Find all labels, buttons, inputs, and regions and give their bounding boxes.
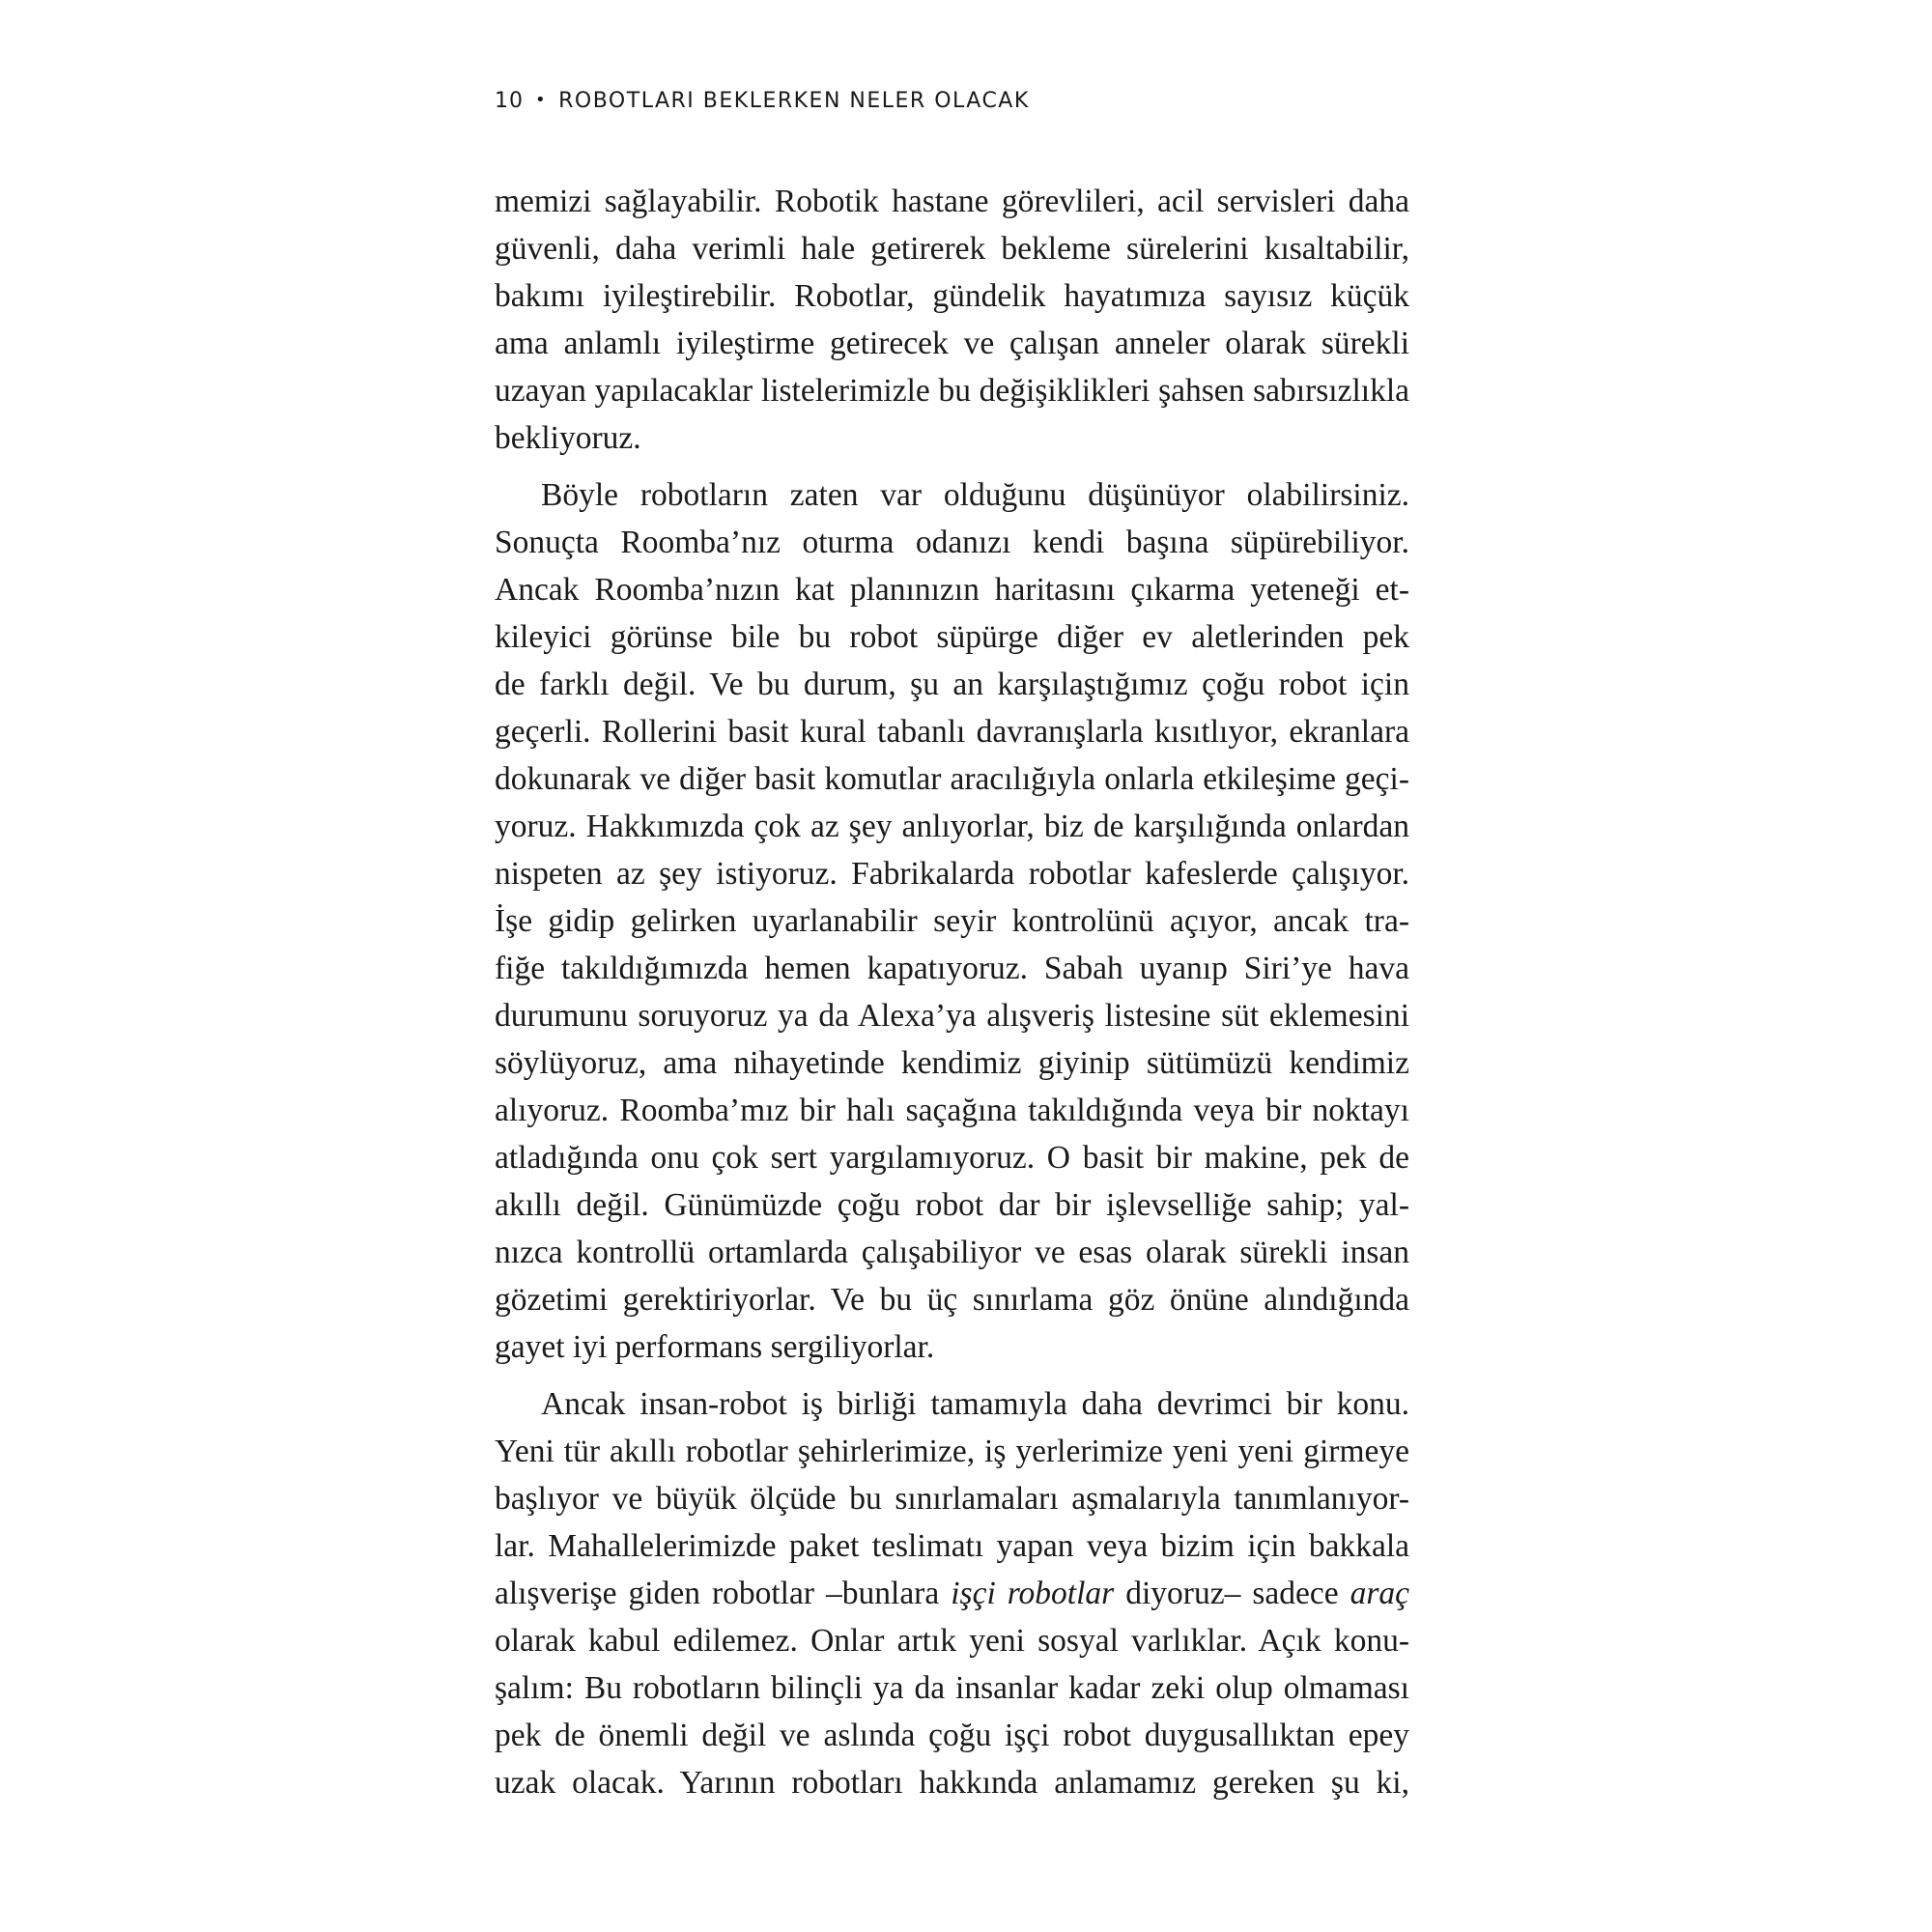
text-line: İşe gidip gelirken uyarlanabilir seyir kontrolünü açıyor, ancak tra- bbox=[495, 903, 1409, 939]
running-head bbox=[495, 89, 1030, 113]
text-line: nızca kontrollü ortamlarda çalışabiliyor ve esas olarak sürekli insan bbox=[495, 1235, 1409, 1270]
text-line-rich bbox=[495, 1570, 1409, 1617]
text-line: Ancak Roomba’nızın kat planınızın haritasını çıkarma yeteneği et- bbox=[495, 572, 1409, 608]
text-line: ama anlamlı iyileştirme getirecek ve çalışan anneler olarak sürekli bbox=[495, 326, 1409, 361]
text-line: uzak olacak. Yarının robotları hakkında anlamamız gereken şu ki, bbox=[495, 1765, 1409, 1801]
text-line: de farklı değil. Ve bu durum, şu an karşılaştığımız çoğu robot için bbox=[495, 667, 1409, 702]
page-number: 10 bbox=[495, 89, 524, 113]
paragraph-2 bbox=[495, 471, 1409, 1371]
text-line: memizi sağlayabilir. Robotik hastane görevlileri, acil servisleri daha bbox=[495, 184, 1409, 219]
text-line: alıyoruz. Roomba’mız bir halı saçağına takıldığında veya bir noktayı bbox=[495, 1093, 1409, 1128]
text-line: durumunu soruyoruz ya da Alexa’ya alışveriş listesine süt eklemesini bbox=[495, 998, 1409, 1034]
text-line: şalım: Bu robotların bilinçli ya da insanlar kadar zeki olup olmaması bbox=[495, 1670, 1409, 1706]
text-line: lar. Mahallelerimizde paket teslimatı yapan veya bizim için bakkala bbox=[495, 1528, 1409, 1564]
text-line: Böyle robotların zaten var olduğunu düşünüyor olabilirsiniz. bbox=[541, 477, 1409, 513]
text-line: olarak kabul edilemez. Onlar artık yeni sosyal varlıklar. Açık konu- bbox=[495, 1623, 1409, 1659]
paragraph-1 bbox=[495, 178, 1409, 462]
text-line: başlıyor ve büyük ölçüde bu sınırlamaları aşmalarıyla tanımlanıyor- bbox=[495, 1481, 1409, 1517]
italic-term: araç bbox=[1350, 1576, 1410, 1611]
text-line: kileyici görünse bile bu robot süpürge diğer ev aletlerinden pek bbox=[495, 619, 1409, 655]
text-line: pek de önemli değil ve aslında çoğu işçi robot duygusallıktan epey bbox=[495, 1718, 1409, 1753]
text-line: bekliyoruz. bbox=[495, 420, 641, 456]
text-line: bakımı iyileştirebilir. Robotlar, gündelik hayatımıza sayısız küçük bbox=[495, 278, 1409, 314]
body-text bbox=[495, 178, 1409, 1816]
text-line: akıllı değil. Günümüzde çoğu robot dar bir işlevselliğe sahip; yal- bbox=[495, 1187, 1409, 1223]
text-line: güvenli, daha verimli hale getirerek bekleme sürelerini kısaltabilir, bbox=[495, 231, 1409, 267]
text-line: atladığında onu çok sert yargılamıyoruz. O basit bir makine, pek de bbox=[495, 1140, 1409, 1176]
text-line: uzayan yapılacaklar listelerimizle bu değişiklikleri şahsen sabırsızlıkla bbox=[495, 373, 1409, 409]
text-line: Sonuçta Roomba’nız oturma odanızı kendi başına süpürebiliyor. bbox=[495, 525, 1409, 560]
text-line: geçerli. Rollerini basit kural tabanlı davranışlarla kısıtlıyor, ekranlara bbox=[495, 714, 1409, 750]
text-line: söylüyoruz, ama nihayetinde kendimiz giyinip sütümüzü kendimiz bbox=[495, 1045, 1409, 1081]
text-line: Ancak insan-robot iş birliği tamamıyla daha devrimci bir konu. bbox=[541, 1386, 1409, 1422]
text-line: Yeni tür akıllı robotlar şehirlerimize, iş yerlerimize yeni yeni girmeye bbox=[495, 1434, 1409, 1469]
bullet-separator: • bbox=[535, 90, 548, 110]
text-line: gözetimi gerektiriyorlar. Ve bu üç sınırlama göz önüne alındığında bbox=[495, 1282, 1409, 1318]
text-run: alışverişe giden robotlar –bunlara bbox=[495, 1576, 940, 1611]
paragraph-3 bbox=[495, 1380, 1409, 1806]
text-run: diyoruz– sadece bbox=[1125, 1576, 1339, 1611]
text-line: gayet iyi performans sergiliyorlar. bbox=[495, 1329, 935, 1365]
text-line: nispeten az şey istiyoruz. Fabrikalarda robotlar kafeslerde çalışıyor. bbox=[495, 856, 1409, 892]
text-line: yoruz. Hakkımızda çok az şey anlıyorlar, biz de karşılığında onlardan bbox=[495, 809, 1409, 844]
text-line: dokunarak ve diğer basit komutlar aracılığıyla onlarla etkileşime geçi- bbox=[495, 761, 1409, 797]
chapter-title: ROBOTLARI BEKLERKEN NELER OLACAK bbox=[558, 89, 1030, 113]
text-line: fiğe takıldığımızda hemen kapatıyoruz. Sabah uyanıp Siri’ye hava bbox=[495, 951, 1409, 986]
italic-term: işçi robotlar bbox=[951, 1576, 1115, 1611]
